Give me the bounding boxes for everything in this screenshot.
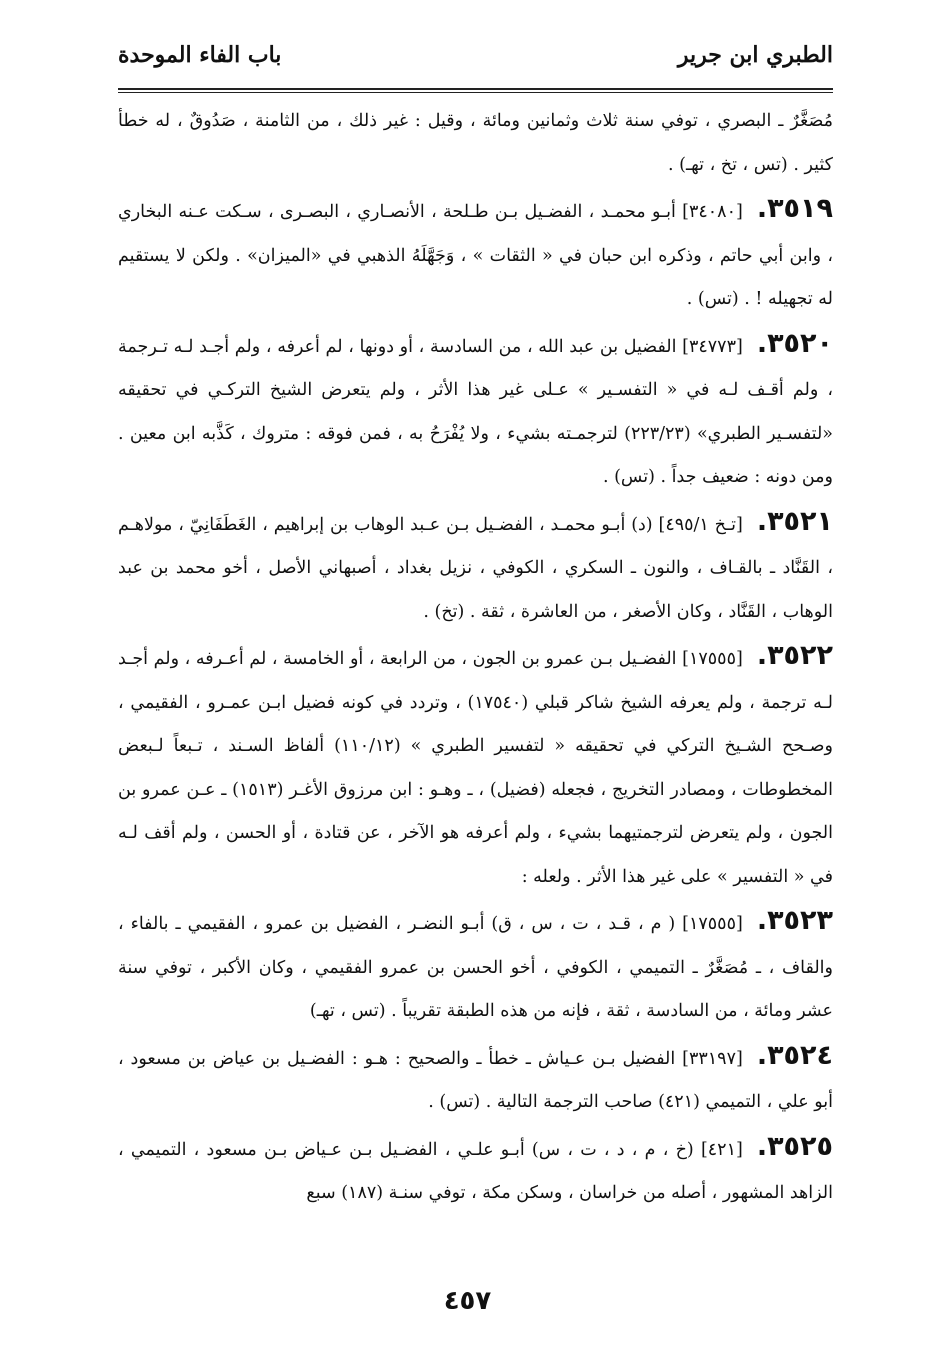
entry-text: [٣٤٧٧٣] الفضيل بن عبد الله ، من السادسة ، أو دونها ، لم أعرفه ، ولم أجـد لـه تـرجمة ، ولم أقـف لـه في « التفسـير » عـلى غير هذا الأثر ، ولم يتعرض الشيخ التركـي في تحقيقه «لتفسـير الطبري» (٢٢٣/٢٣) لترجمـته بشيء ، ولا يُفْرَحُ به ، فمن فوقه : متروك ، كَذَّبه ابن معين . ومن دونه : ضعيف جداً . (تس) . <box>118 336 833 487</box>
entry-text: [١٧٥٥٥] ( م ، قـد ، ت ، س ، ق) أبـو النضـر ، الفضيل بن عمرو ، الفقيمي ـ بالفاء ، والقاف ، ـ مُصَغَّرٌ ـ التميمي ، الكوفي ، أخو الحسن بن عمرو الفقيمي ، وكان الأكبر ، توفي سنة عشر ومائة ، من السادسة ، ثقة ، فإنه من هذه الطبقة تقريباً . (تس ، تهـ) <box>118 914 833 1021</box>
running-header <box>118 38 833 82</box>
biography-entry <box>118 500 833 635</box>
entry-number: ٣٥١٩. <box>756 193 833 224</box>
biography-entry <box>118 1125 833 1216</box>
entry-number: ٣٥٢٢. <box>756 640 833 671</box>
document-body <box>118 100 833 1216</box>
biography-entry <box>118 100 833 187</box>
biography-entry <box>118 322 833 500</box>
entry-text: [٤٢١] (خ ، م ، د ، ت ، س) أبـو علـي ، الفضـيل بـن عـياض بـن مسعود ، التميمي ، الزاهد المشهور ، أصله من خراسان ، وسكن مكة ، توفي سنـة (١٨٧) سبع <box>118 1139 833 1203</box>
entry-number: ٣٥٢٤. <box>756 1039 833 1071</box>
biography-entry <box>118 1034 833 1125</box>
entry-text: [تـخ ٤٩٥/١] (د) أبـو محمـد ، الفضـيل بـن عـبد الوهاب بن إبراهيم ، الغَطَفَانِيّ ، مولاهـم ، القَنَّاد ـ بالقـاف ، والنون ـ السكري ، الكوفي ، نزيل بغداد ، أصبهاني الأصل ، أخو محمد بن عبد الوهاب ، القَنَّاد ، وكان الأصغر ، من العاشرة ، ثقة . (تخ) . <box>118 514 833 622</box>
biography-entry <box>118 899 833 1034</box>
entry-number: ٣٥٢٣. <box>756 905 833 936</box>
entry-number: ٣٥٢١. <box>756 505 833 537</box>
entry-text: [١٧٥٥٥] الفضـيل بـن عمرو بن الجون ، من الرابعة ، أو الخامسة ، لم أعـرفه ، ولم أجـد لـه ترجمة ، ولم يعرفه الشيخ شاكر قبلي (١٧٥٤٠) ، وتردد في كونه فضيل ابـن عمـرو ، الفقيمي ، وصـحح الشـيخ التركي في تحقيقه « لتفسير الطبري » (١١٠/١٢) ألفاظ السـند ، تـبعاً لـبعض المخطوطات ، ومصادر التخريج ، فجعله (فضيل) ، ـ وهـو : ابن مرزوق الأغـر (١٥١٣) ـ عـن عمرو بن الجون ، ولم يتعرض لترجمتيهما بشيء ، ولم أعرفه هو الآخر ، عن قتادة ، أو الحسن ، ولم أقف لـه في « التفسير » على غير هذا الأثر . ولعله : <box>118 649 833 887</box>
header-divider <box>118 88 833 93</box>
page-number: ٤٥٧ <box>443 1286 492 1316</box>
entry-text: مُصَغَّرٌ ـ البصري ، توفي سنة ثلاث وثمانين ومائة ، وقيل : غير ذلك ، من الثامنة ، صَدُوقٌ ، له خطأ كثير . (تس ، تخ ، تهـ) . <box>118 111 833 175</box>
biography-entry <box>118 634 833 899</box>
entry-number: ٣٥٢٠. <box>756 327 833 359</box>
entry-number: ٣٥٢٥. <box>756 1130 833 1162</box>
header-chapter-title: باب الفاء الموحدة <box>118 42 282 68</box>
header-book-title: الطبري ابن جرير <box>677 42 833 68</box>
entry-text: [٣٤٠٨٠] أبـو محمـد ، الفضـيل بـن طـلحة ، الأنصـاري ، البصـرى ، سـكت عـنه البخاري ، وابن أبي حاتم ، وذكره ابن حبان في « الثقات » ، وَجَهَّلَهُ الذهبي في «الميزان» . ولكن لا يستقيم له تجهيله ! . (تس) . <box>118 202 833 309</box>
entry-text: [٣٣١٩٧] الفضيل بـن عـياش ـ خطأ ـ والصحيح : هـو : الفضـيل بن عياض بن مسعود ، أبو علي ، التميمي (٤٢١) صاحب الترجمة التالية . (تس) . <box>118 1048 833 1112</box>
biography-entry <box>118 187 833 322</box>
